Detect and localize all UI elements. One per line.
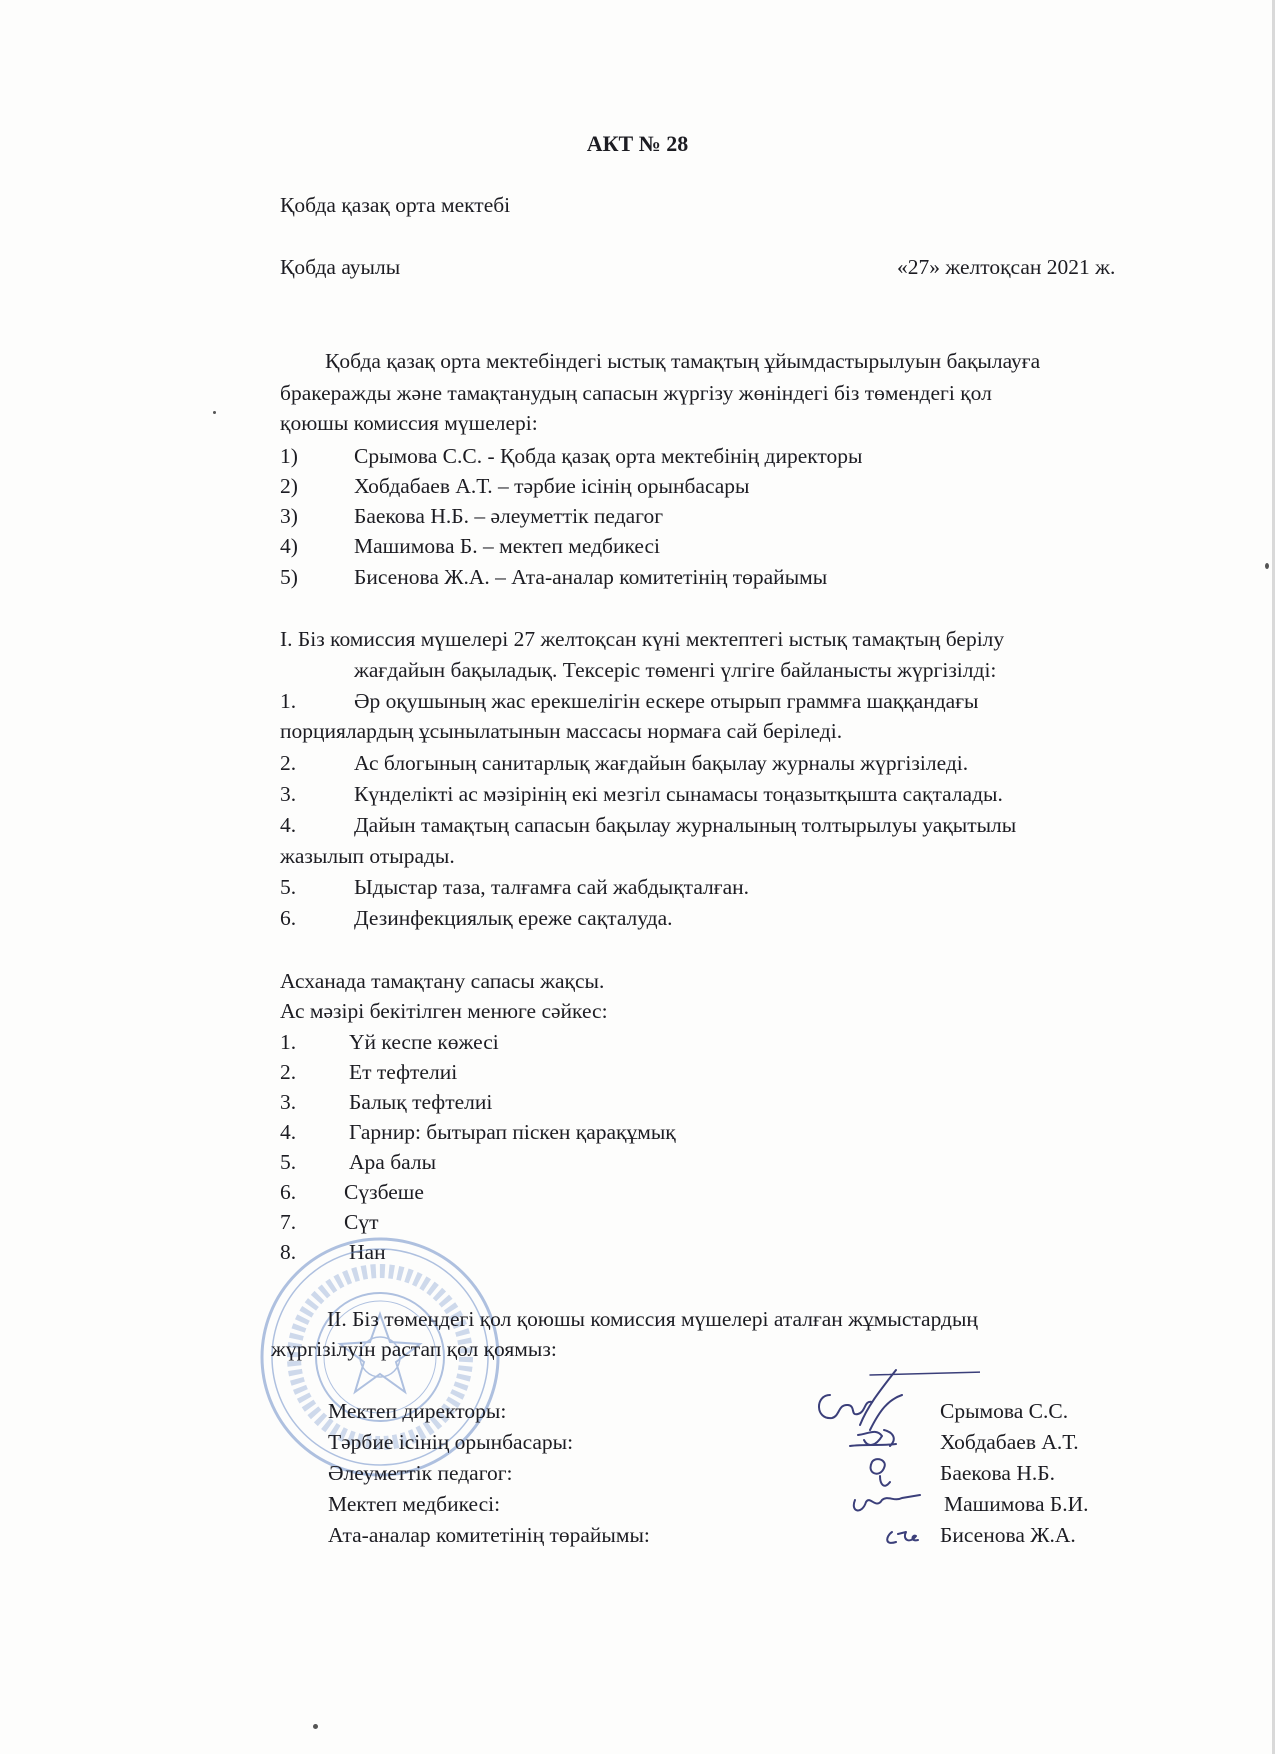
item-continuation: порциялардың ұсынылатынын массасы нормаға сай беріледі. — [280, 719, 843, 743]
intro-line: Қобда қазақ орта мектебіндегі ыстық тамақтың ұйымдастырылуын бақылауға — [325, 349, 1041, 373]
item-number: 4) — [280, 534, 298, 558]
item-text: Ас блогының санитарлық жағдайын бақылау журналы жүргізіледі. — [354, 751, 969, 775]
scan-speck — [313, 1724, 318, 1729]
signatory-role: Мектеп медбикесі: — [328, 1492, 501, 1516]
item-text: Гарнир: бытырап піскен қарақұмық — [349, 1120, 676, 1144]
item-number: 1. — [280, 689, 297, 713]
document-date: «27» желтоқсан 2021 ж. — [897, 255, 1116, 279]
item-number: 4. — [280, 1120, 297, 1144]
item-number: 4. — [280, 813, 297, 837]
item-continuation: жазылып отырады. — [280, 844, 455, 868]
document-title: АКТ № 28 — [586, 131, 689, 156]
handwritten-signatures — [810, 1350, 980, 1555]
signatory-role: Мектеп директоры: — [328, 1399, 507, 1423]
item-number: 3) — [280, 504, 298, 528]
signatory-name: Хобдабаев А.Т. — [940, 1430, 1079, 1454]
item-number: 2) — [280, 474, 298, 498]
menu-intro: Ас мәзірі бекітілген менюге сәйкес: — [280, 999, 608, 1023]
item-number: 1) — [280, 444, 298, 468]
scan-speck — [1265, 563, 1269, 569]
item-text: Күнделікті ас мәзірінің екі мезгіл сынамасы тоңазытқышта сақталады. — [354, 782, 1003, 806]
item-text: Балық тефтелиі — [349, 1090, 493, 1114]
section-heading-cont: жағдайын бақыладық. Тексеріс төменгі үлгіге байланысты жүргізілді: — [354, 658, 997, 682]
item-text: Дезинфекциялық ереже сақталуда. — [354, 906, 673, 930]
intro-line: қоюшы комиссия мүшелері: — [280, 411, 538, 435]
signatory-name: Бисенова Ж.А. — [940, 1523, 1076, 1547]
section-heading-cont: жүргізілуін растап қол қоямыз: — [271, 1337, 557, 1361]
quality-summary: Асханада тамақтану сапасы жақсы. — [280, 969, 605, 993]
item-text: Әр оқушының жас ерекшелігін ескере отырып граммға шаққандағы — [354, 689, 979, 713]
signatory-role: Ата-аналар комитетінің төрайымы: — [328, 1523, 650, 1547]
item-text: Сүт — [344, 1210, 379, 1234]
signatory-name: Баекова Н.Б. — [940, 1461, 1055, 1485]
item-number: 5. — [280, 875, 297, 899]
village-name: Қобда ауылы — [280, 255, 401, 279]
item-number: 6. — [280, 906, 297, 930]
item-number: 3. — [280, 1090, 297, 1114]
signatory-role: Тәрбие ісінің орынбасары: — [328, 1430, 574, 1454]
item-number: 5. — [280, 1150, 297, 1174]
item-text: Машимова Б. – мектеп медбикесі — [354, 534, 660, 558]
item-text: Баекова Н.Б. – әлеуметтік педагог — [354, 504, 664, 528]
item-number: 2. — [280, 751, 297, 775]
signatory-name: Срымова С.С. — [940, 1399, 1069, 1423]
section-heading: I. Біз комиссия мүшелері 27 желтоқсан күні мектептегі ыстық тамақтың берілу — [280, 627, 1005, 651]
item-number: 7. — [280, 1210, 297, 1234]
item-text: Ыдыстар таза, талғамға сай жабдықталған. — [354, 875, 750, 899]
intro-line: бракеражды және тамақтанудың сапасын жүргізу жөніндегі біз төмендегі қол — [280, 381, 992, 405]
item-number: 6. — [280, 1180, 297, 1204]
section-heading: II. Біз төмендегі қол қоюшы комиссия мүшелері аталған жұмыстардың — [327, 1307, 978, 1331]
item-number: 2. — [280, 1060, 297, 1084]
signatory-role: Әлеуметтік педагог: — [328, 1461, 513, 1485]
item-text: Нан — [349, 1240, 386, 1264]
item-text: Бисенова Ж.А. – Ата-аналар комитетінің төрайымы — [354, 565, 828, 589]
item-number: 8. — [280, 1240, 297, 1264]
item-text: Сүзбеше — [344, 1180, 424, 1204]
item-text: Хобдабаев А.Т. – тәрбие ісінің орынбасары — [354, 474, 750, 498]
item-number: 5) — [280, 565, 298, 589]
item-text: Үй кеспе көжесі — [349, 1030, 499, 1054]
scan-speck — [213, 411, 216, 414]
item-number: 1. — [280, 1030, 297, 1054]
item-text: Дайын тамақтың сапасын бақылау журналының толтырылуы уақытылы — [354, 813, 1017, 837]
item-text: Ара балы — [349, 1150, 437, 1174]
signatory-name: Машимова Б.И. — [944, 1492, 1089, 1516]
item-text: Ет тефтелиі — [349, 1060, 458, 1084]
item-text: Срымова С.С. - Қобда қазақ орта мектебінің директоры — [354, 444, 863, 468]
school-name: Қобда қазақ орта мектебі — [280, 193, 511, 217]
item-number: 3. — [280, 782, 297, 806]
